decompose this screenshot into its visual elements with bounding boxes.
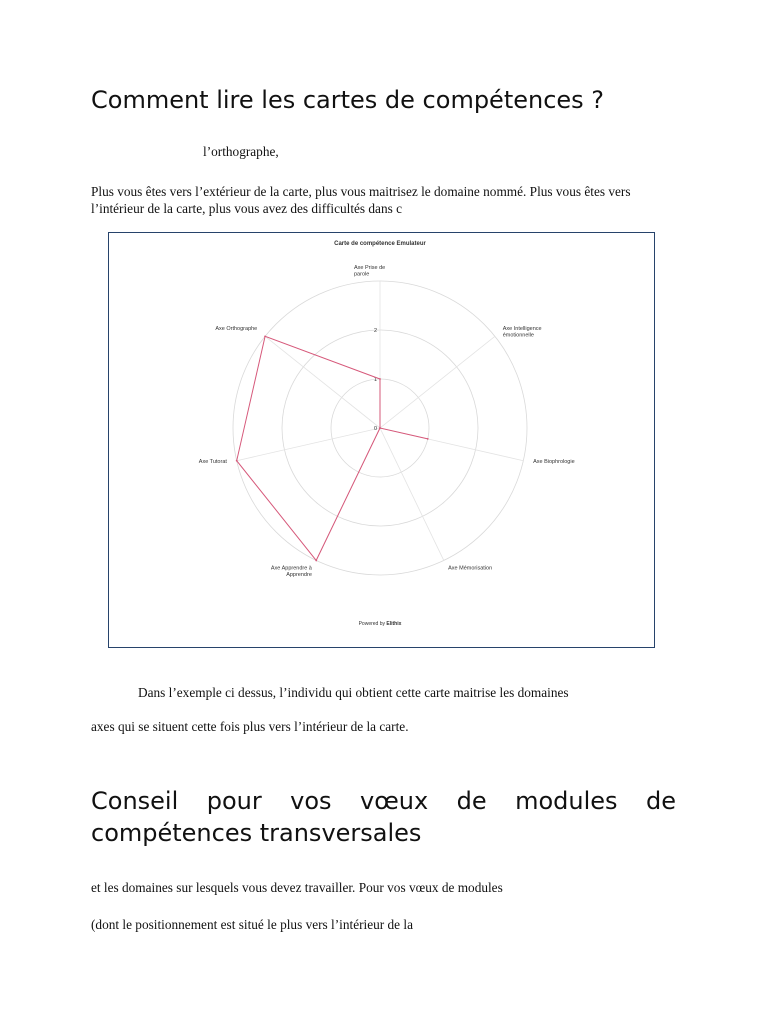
data-point bbox=[315, 560, 317, 562]
section-heading-word: Conseil bbox=[91, 787, 179, 815]
orthographe-line: l’orthographe, bbox=[203, 144, 279, 159]
data-point bbox=[264, 335, 266, 337]
axis-label-line: Axe Orthographe bbox=[215, 326, 258, 333]
axis-label-line: Axe Tutorat bbox=[198, 458, 227, 465]
axis-label bbox=[503, 326, 542, 339]
axis-label bbox=[354, 265, 385, 278]
axis-label-line: Axe Biophrologie bbox=[533, 458, 575, 465]
competence-chart bbox=[108, 232, 655, 648]
tick-label: 1 bbox=[373, 377, 377, 383]
axis-label-line: Axe Intelligence bbox=[502, 326, 542, 333]
axis-label-line: Axe Prise de bbox=[354, 265, 386, 271]
grid-spoke bbox=[380, 428, 444, 560]
axis-label-line: Apprendre bbox=[286, 571, 312, 578]
axis-label-line: parole bbox=[354, 271, 370, 278]
section-heading-line-1 bbox=[91, 785, 676, 817]
section-heading-line-2: compétences transversales bbox=[91, 819, 422, 847]
paragraph-intro bbox=[91, 183, 677, 217]
axis-label bbox=[448, 565, 492, 571]
data-point bbox=[379, 427, 381, 429]
section-heading-word: modules bbox=[515, 787, 618, 815]
chart-title: Carte de compétence Emulateur bbox=[334, 241, 426, 247]
radar-chart-svg bbox=[109, 233, 654, 647]
data-point bbox=[236, 460, 238, 462]
section-heading bbox=[91, 785, 676, 849]
axis-label bbox=[215, 326, 257, 332]
axis-label bbox=[199, 459, 228, 465]
tick-label: 0 bbox=[373, 426, 377, 432]
paragraph-intro-line-1: Plus vous êtes vers l’extérieur de la carte, plus vous maitrisez le domaine nommé. Plus vous êtes vers bbox=[91, 184, 631, 199]
data-point bbox=[427, 438, 429, 440]
paragraph-axes: axes qui se situent cette fois plus vers l’intérieur de la carte. bbox=[91, 719, 409, 734]
credit-brand: Elithix bbox=[386, 621, 402, 627]
series-line bbox=[237, 336, 428, 560]
section-heading-word: de bbox=[456, 787, 487, 815]
axis-label-line: Axe Mémorisation bbox=[448, 565, 493, 572]
axis-label bbox=[271, 565, 313, 578]
tick-label: 2 bbox=[373, 328, 377, 334]
paragraph-positioning: (dont le positionnement est situé le plus vers l’intérieur de la bbox=[91, 917, 414, 932]
credit-prefix: Powered by bbox=[358, 621, 387, 627]
section-heading-word: pour bbox=[206, 787, 262, 815]
data-point bbox=[379, 378, 381, 380]
axis-label-line: émotionnelle bbox=[502, 332, 534, 339]
section-heading-word: vœux bbox=[360, 787, 429, 815]
axis-label bbox=[533, 459, 575, 465]
paragraph-example: Dans l’exemple ci dessus, l’individu qui obtient cette carte maitrise les domaines bbox=[138, 685, 569, 700]
paragraph-advice: et les domaines sur lesquels vous devez travailler. Pour vos vœux de modules bbox=[91, 880, 503, 895]
grid-spoke bbox=[237, 428, 380, 461]
section-heading-word: de bbox=[646, 787, 676, 815]
paragraph-intro-line-2: l’intérieur de la carte, plus vous avez des difficultés dans c bbox=[91, 201, 403, 216]
axis-label-line: Axe Apprendre à bbox=[270, 565, 312, 572]
chart-credit bbox=[359, 621, 402, 627]
section-heading-word: vos bbox=[290, 787, 332, 815]
page-title: Comment lire les cartes de compétences ? bbox=[91, 86, 605, 114]
